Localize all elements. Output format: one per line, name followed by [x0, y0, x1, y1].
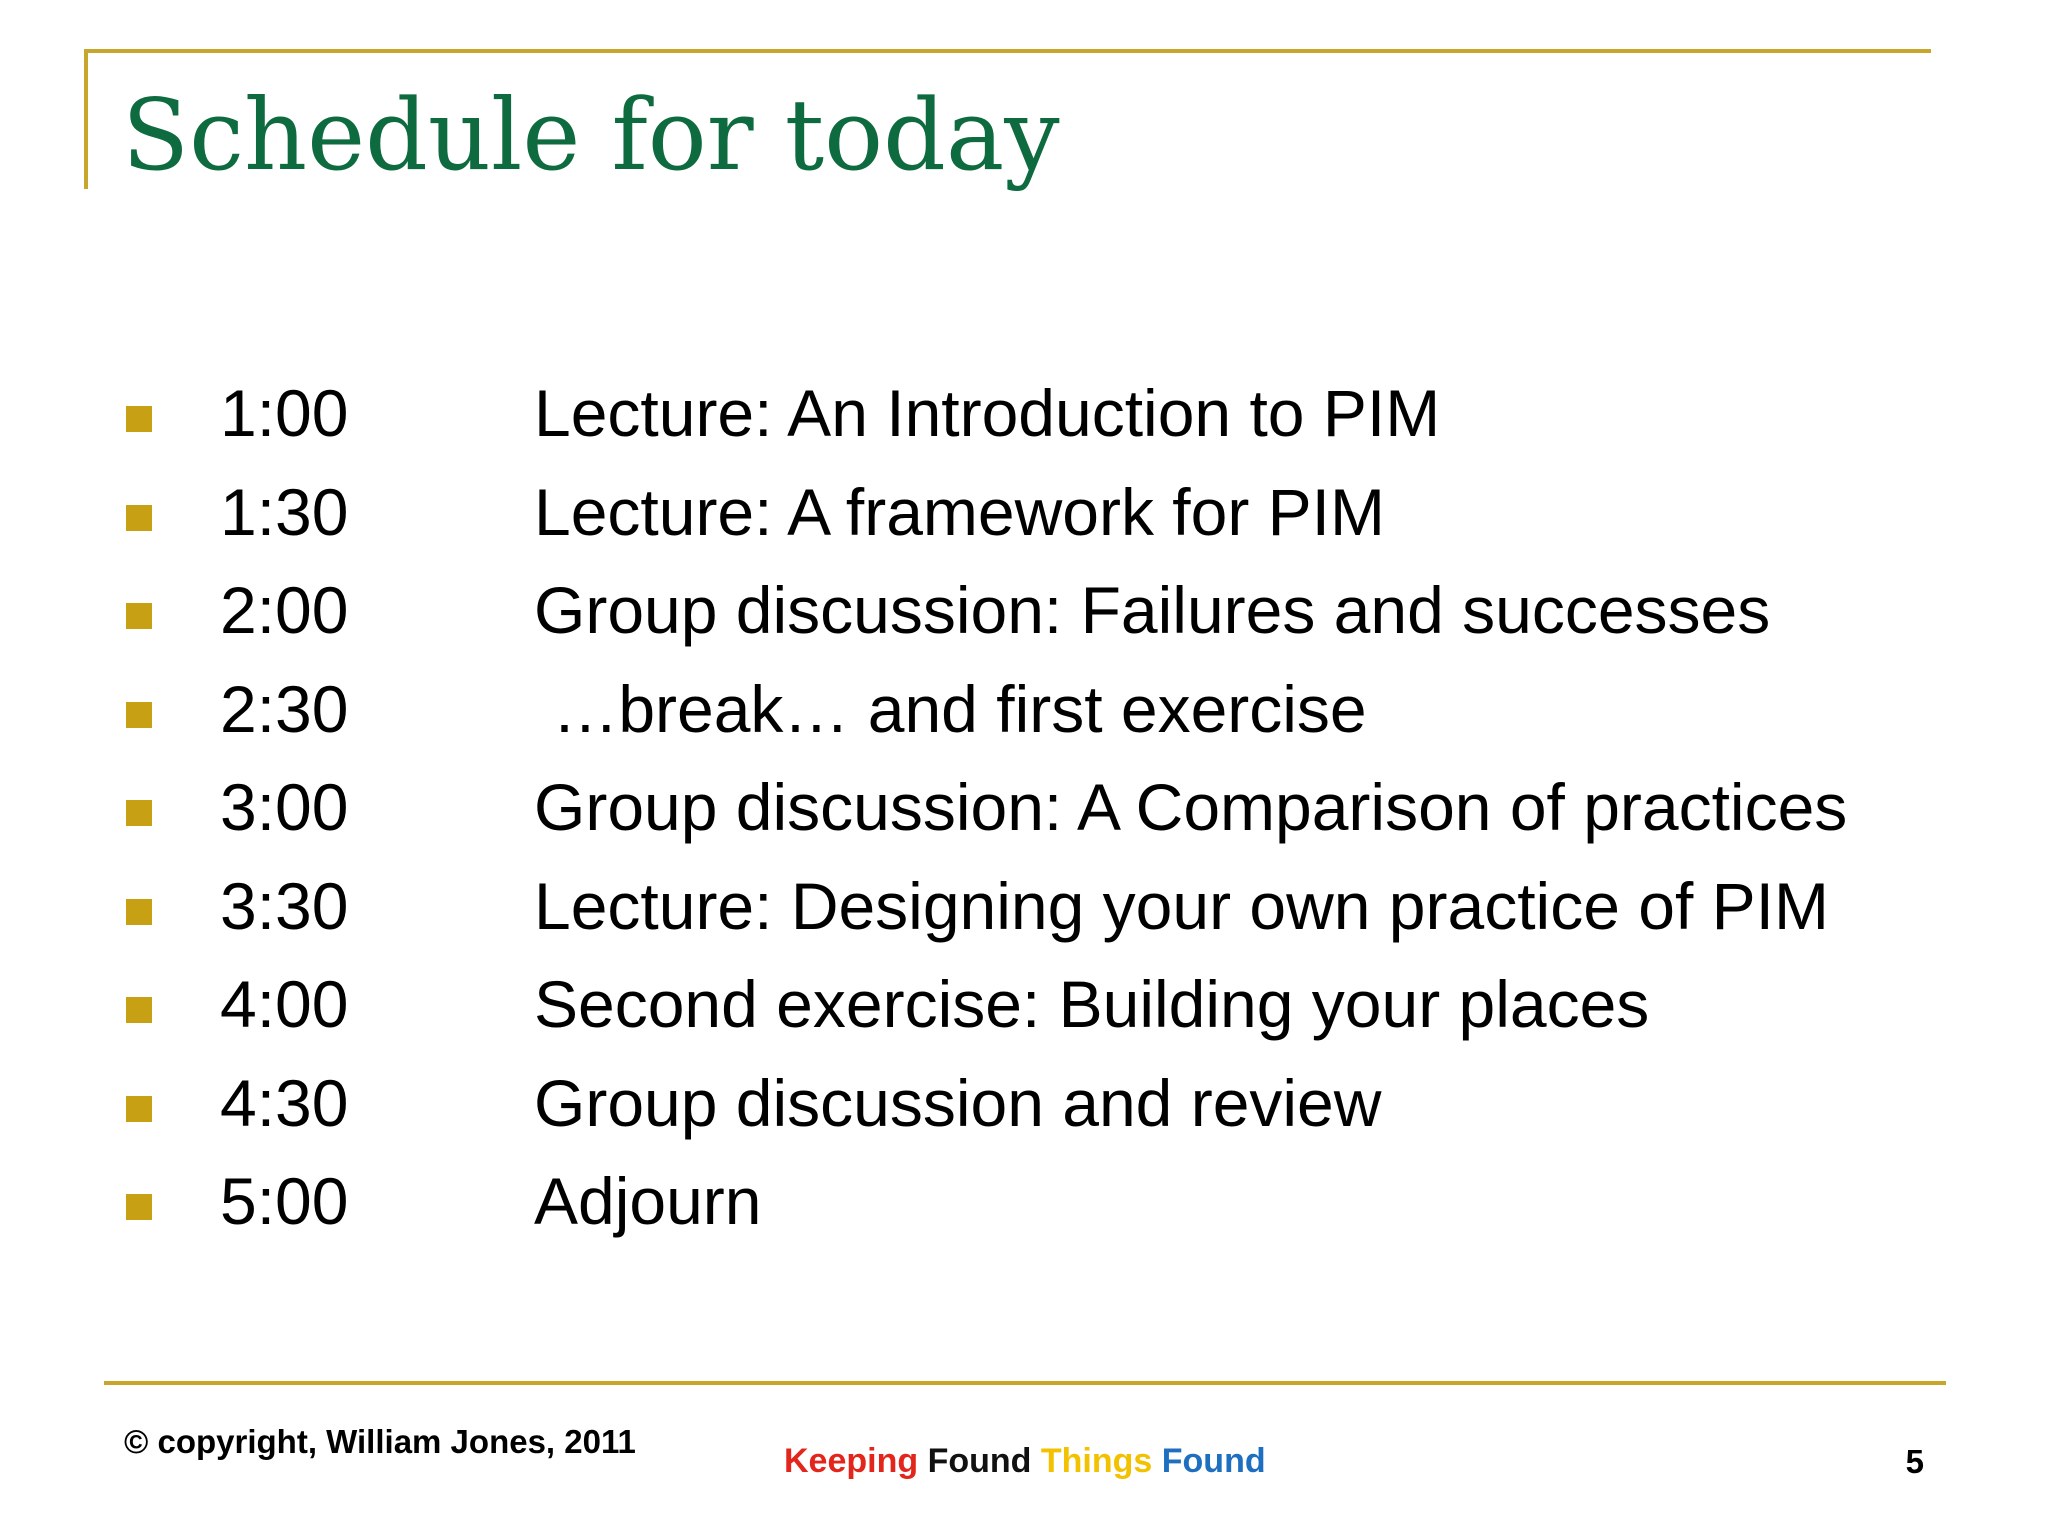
- schedule-time: 3:00: [220, 770, 349, 844]
- title-frame-top-line: [84, 49, 1931, 53]
- square-bullet-icon: [126, 505, 152, 531]
- schedule-item: [0, 1152, 2048, 1251]
- square-bullet-icon: [126, 997, 152, 1023]
- footer-divider: [104, 1381, 1946, 1385]
- schedule-item: [0, 561, 2048, 660]
- square-bullet-icon: [126, 800, 152, 826]
- schedule-activity: Group discussion and review: [534, 1065, 1382, 1140]
- schedule-activity: …break… and first exercise: [534, 671, 1367, 746]
- schedule-time: 1:30: [220, 474, 349, 549]
- square-bullet-icon: [126, 899, 152, 925]
- schedule-item: [0, 660, 2048, 759]
- schedule-activity: Group discussion: A Comparison of practices: [534, 770, 1848, 844]
- schedule-activity: Lecture: A framework for PIM: [534, 474, 1385, 549]
- schedule-item: [0, 955, 2048, 1054]
- brand-word-found-2: Found: [1161, 1442, 1266, 1480]
- square-bullet-icon: [126, 1194, 152, 1220]
- schedule-item: [0, 463, 2048, 562]
- title-frame-left-line: [84, 49, 88, 189]
- slide-title: Schedule for today: [122, 79, 1060, 193]
- square-bullet-icon: [126, 406, 152, 432]
- schedule-time: 2:30: [220, 671, 349, 746]
- square-bullet-icon: [126, 702, 152, 728]
- schedule-item: [0, 364, 2048, 463]
- schedule-item: [0, 758, 2048, 857]
- schedule-activity: Second exercise: Building your places: [534, 967, 1650, 1041]
- schedule-time: 2:00: [220, 573, 349, 647]
- brand-tagline: [784, 1441, 1266, 1482]
- copyright-notice: © copyright, William Jones, 2011: [124, 1423, 636, 1460]
- brand-word-keeping: Keeping: [784, 1442, 919, 1480]
- schedule-activity: Lecture: Designing your own practice of PIM: [534, 868, 1829, 943]
- schedule-activity: Lecture: An Introduction to PIM: [534, 376, 1441, 450]
- square-bullet-icon: [126, 603, 152, 629]
- square-bullet-icon: [126, 1096, 152, 1122]
- schedule-item: [0, 1054, 2048, 1153]
- schedule-time: 4:30: [220, 1065, 349, 1140]
- schedule-time: 5:00: [220, 1164, 349, 1238]
- schedule-time: 4:00: [220, 967, 349, 1041]
- schedule-activity: Group discussion: Failures and successes: [534, 573, 1771, 647]
- page-number: 5: [1905, 1443, 1924, 1480]
- brand-word-found: Found: [927, 1442, 1032, 1480]
- schedule-item: [0, 857, 2048, 956]
- schedule-list: [0, 364, 2048, 1251]
- schedule-time: 3:30: [220, 868, 349, 943]
- schedule-time: 1:00: [220, 376, 349, 450]
- schedule-activity: Adjourn: [534, 1164, 762, 1238]
- brand-word-things: Things: [1040, 1442, 1153, 1480]
